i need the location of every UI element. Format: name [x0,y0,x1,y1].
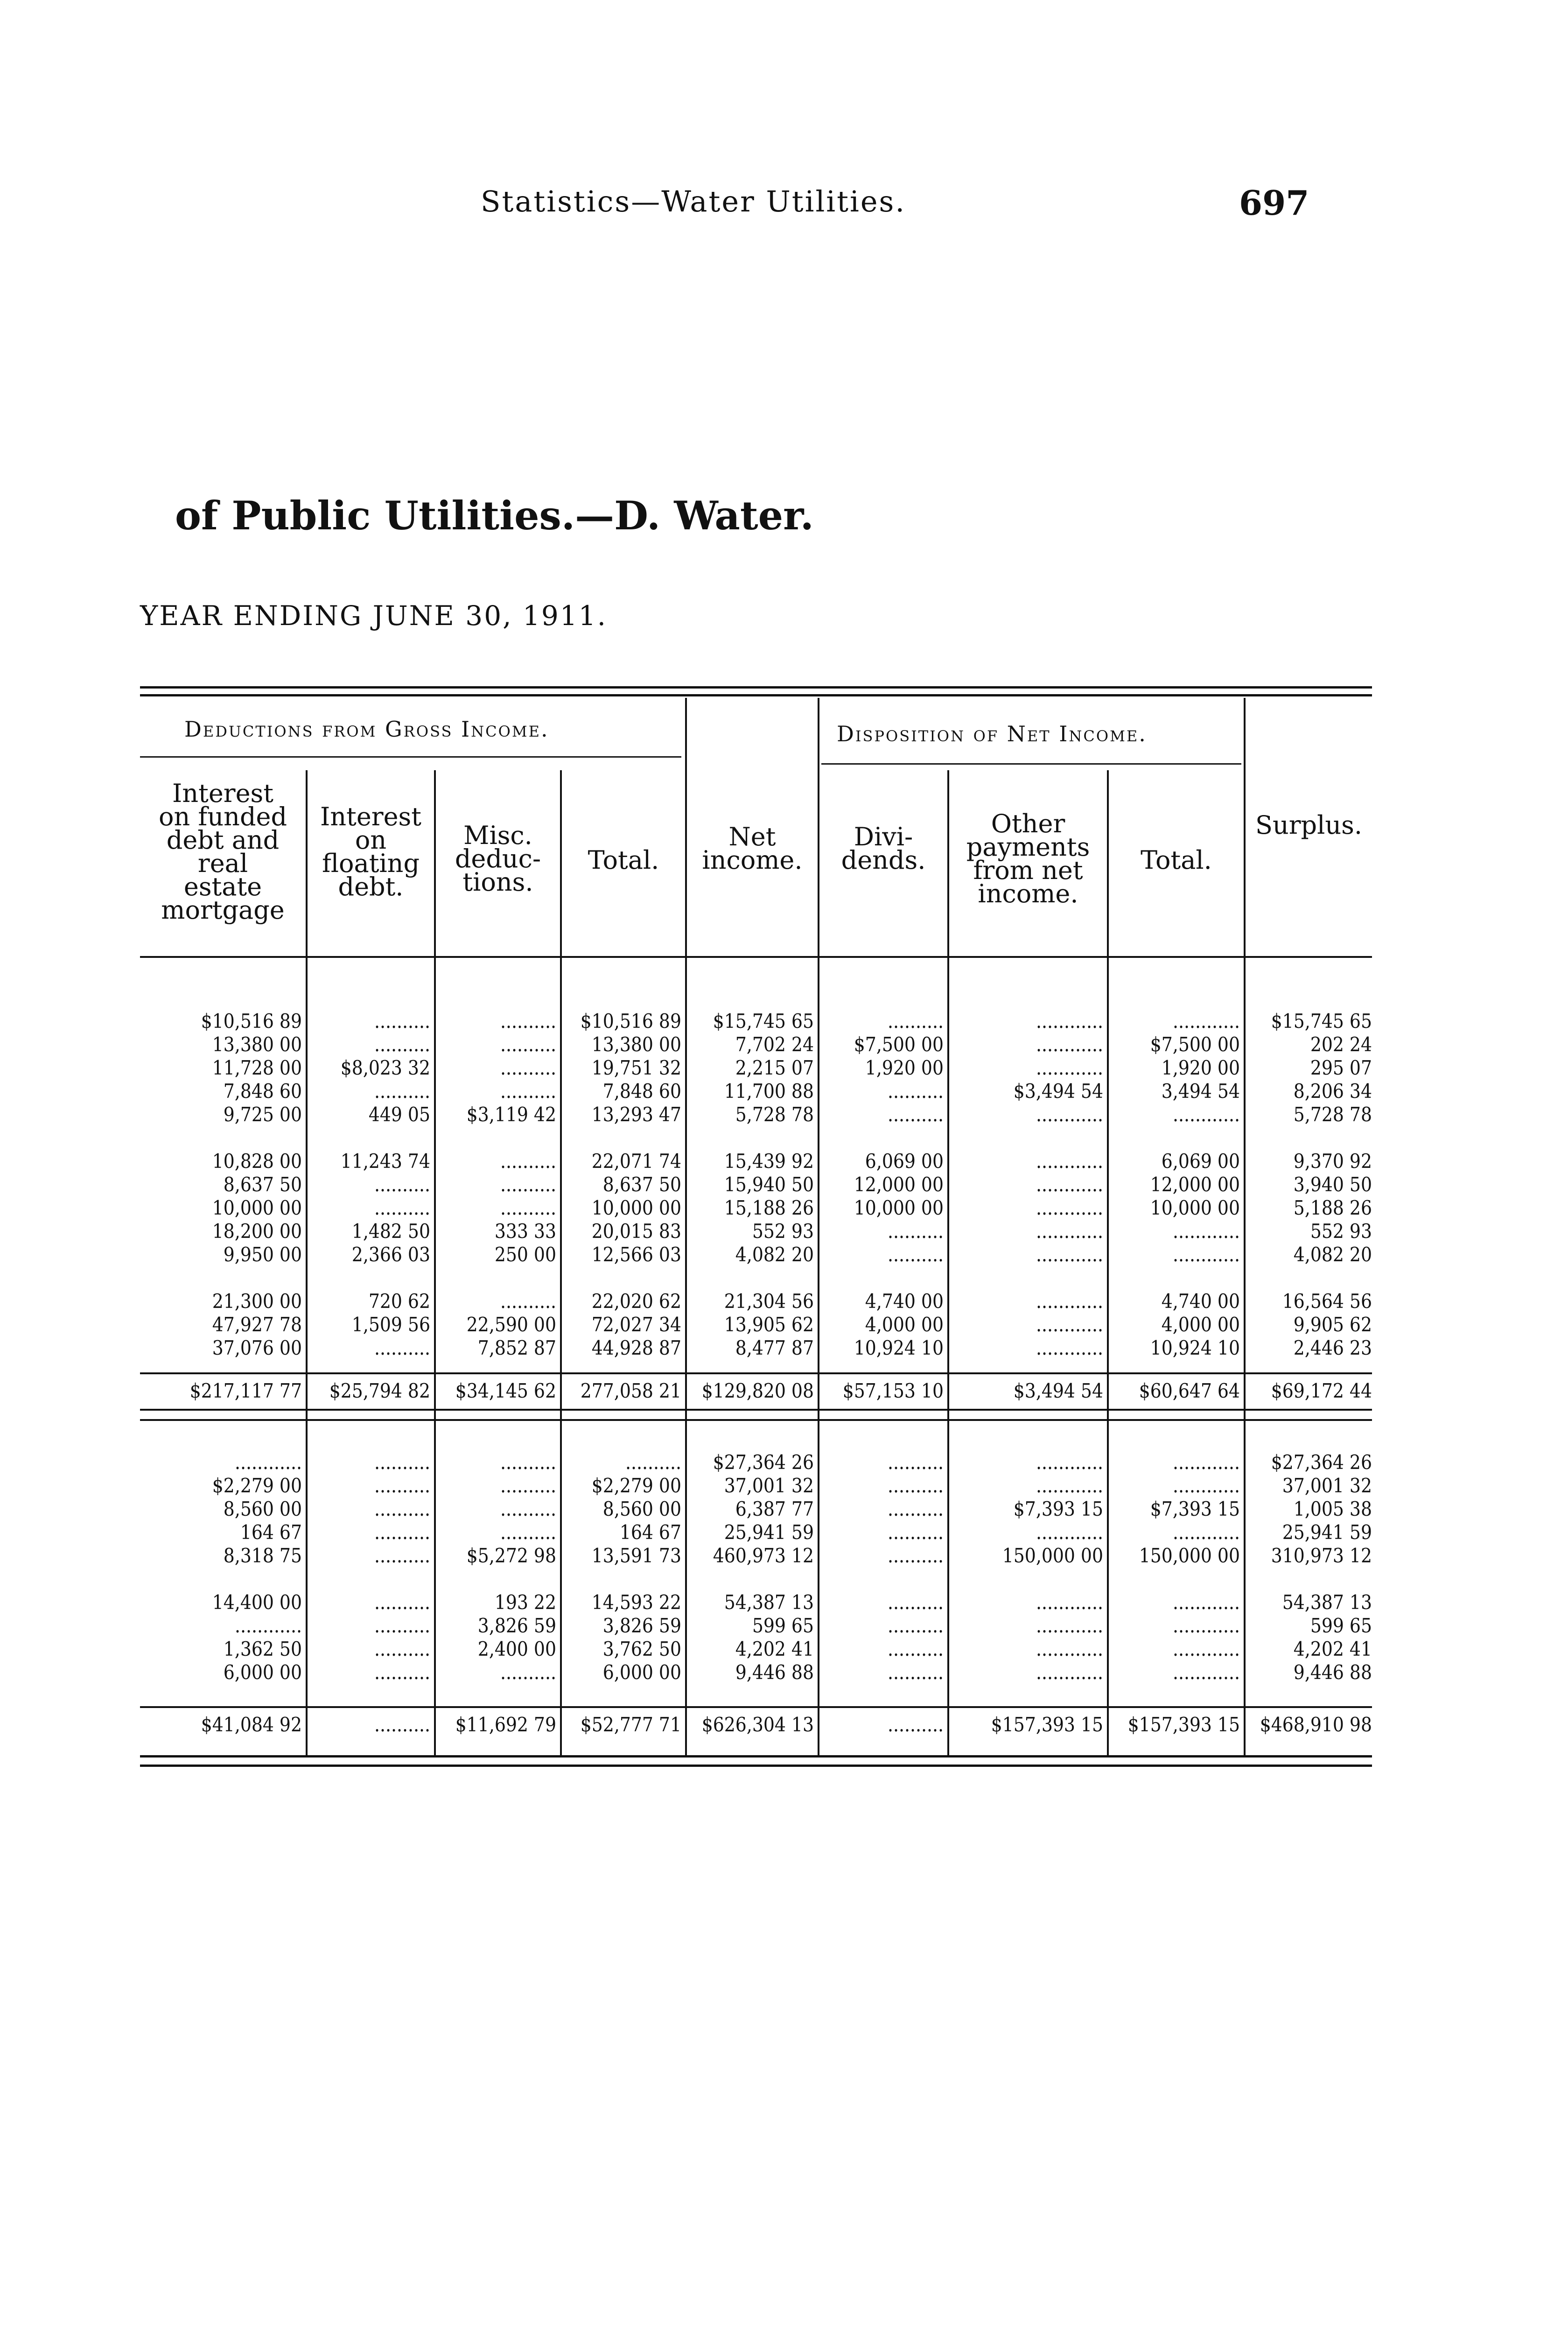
cell: 193 22 [494,1591,556,1614]
cell: 6,069 00 [865,1150,944,1173]
cell: .......... [888,1474,944,1497]
rule-group-deductions [140,756,681,758]
rule-sec1-total-top [140,1372,1372,1374]
cell: 4,082 20 [735,1243,814,1266]
cell: 72,027 34 [591,1313,681,1336]
colhead-surplus: Surplus. [1255,810,1363,840]
rule-sec2-total-top [140,1706,1372,1708]
sec1-col-other-payments [951,1010,1103,1360]
cell [951,1568,1103,1591]
cell: 54,387 13 [724,1591,814,1614]
cell: 295 07 [1310,1056,1372,1079]
cell: 13,380 00 [212,1033,302,1056]
sec2-col-other-payments [951,1451,1103,1684]
cell: 9,446 88 [1293,1661,1372,1684]
cell: .......... [374,1451,430,1474]
sec1-total-interest-funded: $217,117 77 [189,1379,302,1402]
cell: .......... [374,1010,430,1033]
col-divider-8 [1244,698,1246,1755]
cell: ............ [1036,1150,1103,1173]
col-divider-6 [947,770,949,1755]
cell: 202 24 [1310,1033,1372,1056]
sec1-total-interest-floating: $25,794 82 [329,1379,430,1402]
cell: .......... [888,1614,944,1637]
cell [821,1126,944,1150]
cell: 21,300 00 [212,1290,302,1313]
cell: 4,000 00 [1161,1313,1240,1336]
group-header-deductions: Deductions from Gross Income. [184,717,549,742]
cell: 7,852 87 [477,1336,556,1359]
cell: .......... [374,1638,430,1660]
cell: .......... [888,1661,944,1684]
cell: 44,928 87 [591,1336,681,1359]
cell: 150,000 00 [1002,1544,1103,1567]
sec2-total-total-disposition: $157,393 15 [1127,1713,1240,1736]
cell: .......... [500,1497,556,1520]
cell: 10,828 00 [212,1150,302,1173]
cell: .......... [374,1080,430,1103]
cell: ............ [1173,1474,1240,1497]
rule-sec1-total-bottom-2 [140,1419,1372,1421]
sec1-col-interest-floating [309,1010,430,1360]
cell: 22,071 74 [591,1150,681,1173]
cell: ............ [1173,1661,1240,1684]
cell: .......... [374,1497,430,1520]
cell: 4,202 41 [1293,1638,1372,1660]
cell: 10,924 10 [854,1336,944,1359]
rule-top-2 [140,694,1372,696]
colhead-net-income: Net income. [702,822,803,875]
cell: .......... [888,1451,944,1474]
cell: 1,482 50 [351,1220,430,1243]
running-head: Statistics—Water Utilities. [481,184,906,218]
cell: ............ [1036,1056,1103,1079]
colhead-dividends: Divi- dends. [841,822,926,875]
cell: $3,494 54 [1013,1080,1103,1103]
col-divider-1 [306,770,308,1755]
cell: ............ [1036,1243,1103,1266]
cell: $2,279 00 [591,1474,681,1497]
cell: .......... [374,1661,430,1684]
cell [437,1126,556,1150]
cell: .......... [500,1521,556,1544]
cell: .......... [500,1080,556,1103]
cell: 9,370 92 [1293,1150,1372,1173]
cell: 1,005 38 [1293,1497,1372,1520]
cell: 37,001 32 [724,1474,814,1497]
cell: 9,725 00 [223,1103,302,1126]
cell: .......... [888,1521,944,1544]
cell: 21,304 56 [724,1290,814,1313]
cell: 6,069 00 [1161,1150,1240,1173]
cell: 5,188 26 [1293,1196,1372,1219]
cell: 8,560 00 [602,1497,681,1520]
cell: ............ [235,1614,302,1637]
cell [140,1568,302,1591]
colhead-other-payments: Other payments from net income. [966,809,1090,908]
cell [140,1266,302,1290]
sec2-total-dividends: .......... [888,1713,944,1736]
cell: $3,119 42 [466,1103,556,1126]
sec2-col-dividends [821,1451,944,1684]
cell: ............ [1036,1220,1103,1243]
cell: 8,477 87 [735,1336,814,1359]
cell: .......... [625,1451,681,1474]
colhead-interest-funded: Interest on funded debt and real estate mortgage [158,779,287,925]
cell: 15,940 50 [724,1173,814,1196]
sec2-col-total-deductions [563,1451,681,1684]
cell: 22,020 62 [591,1290,681,1313]
sec1-total-net-income: $129,820 08 [701,1379,814,1402]
sec2-col-surplus [1247,1451,1372,1684]
cell: 552 93 [752,1220,814,1243]
cell: 10,000 00 [854,1196,944,1219]
rule-sec1-total-bottom-1 [140,1409,1372,1411]
cell: ............ [1036,1451,1103,1474]
sec2-total-net-income: $626,304 13 [701,1713,814,1736]
cell: 13,293 47 [591,1103,681,1126]
colhead-interest-floating: Interest on floating debt. [320,802,421,901]
rule-group-disposition [821,763,1241,765]
sec2-col-total-disposition [1110,1451,1240,1684]
sec1-col-total-deductions [563,1010,681,1360]
sec2-total-other-payments: $157,393 15 [991,1713,1103,1736]
cell: .......... [374,1591,430,1614]
cell: 333 33 [494,1220,556,1243]
cell: 22,590 00 [466,1313,556,1336]
sec2-total-interest-funded: $41,084 92 [201,1713,302,1736]
group-header-disposition: Disposition of Net Income. [837,721,1147,746]
cell [1110,1126,1240,1150]
sec1-col-total-disposition [1110,1010,1240,1360]
page-number: 697 [1239,183,1309,223]
cell: 11,700 88 [724,1080,814,1103]
cell: .......... [888,1243,944,1266]
cell: .......... [374,1196,430,1219]
cell: 8,560 00 [223,1497,302,1520]
cell: ............ [1036,1313,1103,1336]
cell: $7,500 00 [854,1033,944,1056]
rule-bottom-1 [140,1755,1372,1758]
cell: .......... [374,1336,430,1359]
cell: 3,826 59 [602,1614,681,1637]
cell: ............ [1036,1103,1103,1126]
cell: 310,973 12 [1271,1544,1372,1567]
cell [563,1568,681,1591]
section-title: of Public Utilities.—D. Water. [175,492,814,539]
cell: 9,446 88 [735,1661,814,1684]
sec1-total-dividends: $57,153 10 [842,1379,944,1402]
cell [309,1266,430,1290]
cell [563,1126,681,1150]
cell: ............ [1036,1010,1103,1033]
cell: 20,015 83 [591,1220,681,1243]
cell: .......... [888,1220,944,1243]
cell: 8,206 34 [1293,1080,1372,1103]
cell: ............ [1036,1661,1103,1684]
cell: ............ [1173,1591,1240,1614]
cell: 720 62 [368,1290,430,1313]
cell: .......... [500,1290,556,1313]
cell: .......... [888,1497,944,1520]
cell: $15,745 65 [713,1010,814,1033]
cell [1247,1266,1372,1290]
cell: .......... [888,1080,944,1103]
cell: .......... [374,1474,430,1497]
cell [437,1568,556,1591]
cell: ............ [1173,1243,1240,1266]
cell: $2,279 00 [212,1474,302,1497]
cell: .......... [374,1033,430,1056]
cell: 5,728 78 [735,1103,814,1126]
colhead-total-disposition: Total. [1141,845,1212,875]
cell: ............ [1036,1638,1103,1660]
cell: ............ [1036,1290,1103,1313]
cell [1110,1266,1240,1290]
colhead-total-deductions: Total. [588,845,659,875]
cell: $10,516 89 [580,1010,681,1033]
cell: 599 65 [1310,1614,1372,1637]
cell [688,1568,814,1591]
sec1-col-dividends [821,1010,944,1360]
cell: ............ [1036,1336,1103,1359]
cell: 10,000 00 [591,1196,681,1219]
sec2-col-net-income [688,1451,814,1684]
cell: 11,728 00 [212,1056,302,1079]
rule-header-bottom [140,956,1372,958]
cell: 25,941 59 [724,1521,814,1544]
cell: ............ [1036,1474,1103,1497]
sec2-total-interest-floating: .......... [374,1713,430,1736]
cell: .......... [374,1614,430,1637]
cell: 8,637 50 [223,1173,302,1196]
cell: 599 65 [752,1614,814,1637]
cell: .......... [888,1103,944,1126]
cell: 1,509 56 [351,1313,430,1336]
cell: 2,400 00 [477,1638,556,1660]
sec2-total-total-deductions: $52,777 71 [580,1713,681,1736]
sec1-total-total-deductions: 277,058 21 [580,1379,681,1402]
cell: 47,927 78 [212,1313,302,1336]
sec1-col-net-income [688,1010,814,1360]
sec2-total-surplus: $468,910 98 [1260,1713,1372,1736]
rule-bottom-2 [140,1765,1372,1767]
cell: .......... [500,1150,556,1173]
cell: 7,848 60 [223,1080,302,1103]
cell: 54,387 13 [1282,1591,1372,1614]
cell [563,1266,681,1290]
cell: .......... [888,1591,944,1614]
sec2-total-misc-deductions: $11,692 79 [455,1713,556,1736]
cell [821,1266,944,1290]
cell: .......... [500,1056,556,1079]
cell: .......... [500,1033,556,1056]
cell: 1,362 50 [223,1638,302,1660]
cell: 10,000 00 [1150,1196,1240,1219]
cell: 16,564 56 [1282,1290,1372,1313]
cell: 14,400 00 [212,1591,302,1614]
sec1-total-misc-deductions: $34,145 62 [455,1379,556,1402]
cell: .......... [500,1010,556,1033]
cell: 2,215 07 [735,1056,814,1079]
cell: ............ [1173,1521,1240,1544]
cell: ............ [1036,1196,1103,1219]
cell: ............ [1173,1010,1240,1033]
cell [688,1126,814,1150]
cell: 1,920 00 [1161,1056,1240,1079]
cell: 8,637 50 [602,1173,681,1196]
cell [951,1126,1103,1150]
cell: 10,924 10 [1150,1336,1240,1359]
cell: 5,728 78 [1293,1103,1372,1126]
cell [437,1266,556,1290]
cell [951,1266,1103,1290]
cell: 552 93 [1310,1220,1372,1243]
cell: 13,905 62 [724,1313,814,1336]
cell: .......... [374,1521,430,1544]
cell: 9,950 00 [223,1243,302,1266]
cell: ............ [1173,1103,1240,1126]
cell: .......... [500,1661,556,1684]
cell: 4,082 20 [1293,1243,1372,1266]
cell [140,1126,302,1150]
cell: 12,000 00 [854,1173,944,1196]
cell: 14,593 22 [591,1591,681,1614]
cell: 3,940 50 [1293,1173,1372,1196]
cell: .......... [500,1173,556,1196]
cell: 4,740 00 [865,1290,944,1313]
cell: 3,826 59 [477,1614,556,1637]
sec2-col-interest-floating [309,1451,430,1684]
cell: $27,364 26 [713,1451,814,1474]
cell: .......... [888,1638,944,1660]
cell: .......... [500,1196,556,1219]
sec1-total-total-disposition: $60,647 64 [1139,1379,1240,1402]
cell [309,1126,430,1150]
cell [309,1568,430,1591]
cell: 9,905 62 [1293,1313,1372,1336]
cell [1247,1126,1372,1150]
cell: 3,494 54 [1161,1080,1240,1103]
cell: 6,000 00 [602,1661,681,1684]
colhead-misc-deductions: Misc. deduc- tions. [455,821,541,897]
cell: .......... [500,1451,556,1474]
cell: 12,566 03 [591,1243,681,1266]
cell: ............ [235,1451,302,1474]
cell: 18,200 00 [212,1220,302,1243]
cell: 4,740 00 [1161,1290,1240,1313]
cell: ............ [1173,1451,1240,1474]
cell: 10,000 00 [212,1196,302,1219]
cell: 11,243 74 [340,1150,430,1173]
cell: 1,920 00 [865,1056,944,1079]
cell: 13,591 73 [591,1544,681,1567]
cell: 25,941 59 [1282,1521,1372,1544]
cell: ............ [1036,1033,1103,1056]
cell: 164 67 [619,1521,681,1544]
cell: ............ [1173,1638,1240,1660]
col-divider-2 [434,770,436,1755]
cell: .......... [888,1010,944,1033]
sec1-total-other-payments: $3,494 54 [1013,1379,1103,1402]
cell: 19,751 32 [591,1056,681,1079]
cell: 3,762 50 [602,1638,681,1660]
cell: $7,393 15 [1150,1497,1240,1520]
cell: .......... [374,1544,430,1567]
cell: 13,380 00 [591,1033,681,1056]
sec1-col-interest-funded [140,1010,302,1360]
cell: 15,188 26 [724,1196,814,1219]
cell: $5,272 98 [466,1544,556,1567]
cell: $7,393 15 [1013,1497,1103,1520]
cell: ............ [1173,1614,1240,1637]
sec2-col-misc-deductions [437,1451,556,1684]
cell: 460,973 12 [713,1544,814,1567]
cell: 2,366 03 [351,1243,430,1266]
cell [1110,1568,1240,1591]
cell: $15,745 65 [1271,1010,1372,1033]
cell: ............ [1036,1614,1103,1637]
cell: 6,000 00 [223,1661,302,1684]
cell: ............ [1036,1521,1103,1544]
cell: 164 67 [240,1521,302,1544]
cell: ............ [1036,1591,1103,1614]
sec2-col-interest-funded [140,1451,302,1684]
sec1-col-misc-deductions [437,1010,556,1360]
col-divider-3 [560,770,562,1755]
sec1-total-surplus: $69,172 44 [1271,1379,1372,1402]
cell: 8,318 75 [223,1544,302,1567]
cell: $8,023 32 [340,1056,430,1079]
cell: 150,000 00 [1139,1544,1240,1567]
sec1-col-surplus [1247,1010,1372,1360]
cell: .......... [500,1474,556,1497]
col-divider-7 [1107,770,1109,1755]
cell: 4,202 41 [735,1638,814,1660]
cell [821,1568,944,1591]
cell: 7,702 24 [735,1033,814,1056]
cell: .......... [888,1544,944,1567]
cell: ............ [1173,1220,1240,1243]
cell: 7,848 60 [602,1080,681,1103]
cell: .......... [374,1173,430,1196]
cell: 15,439 92 [724,1150,814,1173]
cell: 37,076 00 [212,1336,302,1359]
cell: 6,387 77 [735,1497,814,1520]
cell: 449 05 [368,1103,430,1126]
cell [688,1266,814,1290]
cell: ............ [1036,1173,1103,1196]
cell: 2,446 23 [1293,1336,1372,1359]
cell: 250 00 [494,1243,556,1266]
year-line: YEAR ENDING JUNE 30, 1911. [140,600,608,632]
cell: 4,000 00 [865,1313,944,1336]
cell: $10,516 89 [201,1010,302,1033]
cell: $27,364 26 [1271,1451,1372,1474]
cell: $7,500 00 [1150,1033,1240,1056]
cell: 37,001 32 [1282,1474,1372,1497]
cell: 12,000 00 [1150,1173,1240,1196]
rule-top-1 [140,686,1372,689]
cell [1247,1568,1372,1591]
